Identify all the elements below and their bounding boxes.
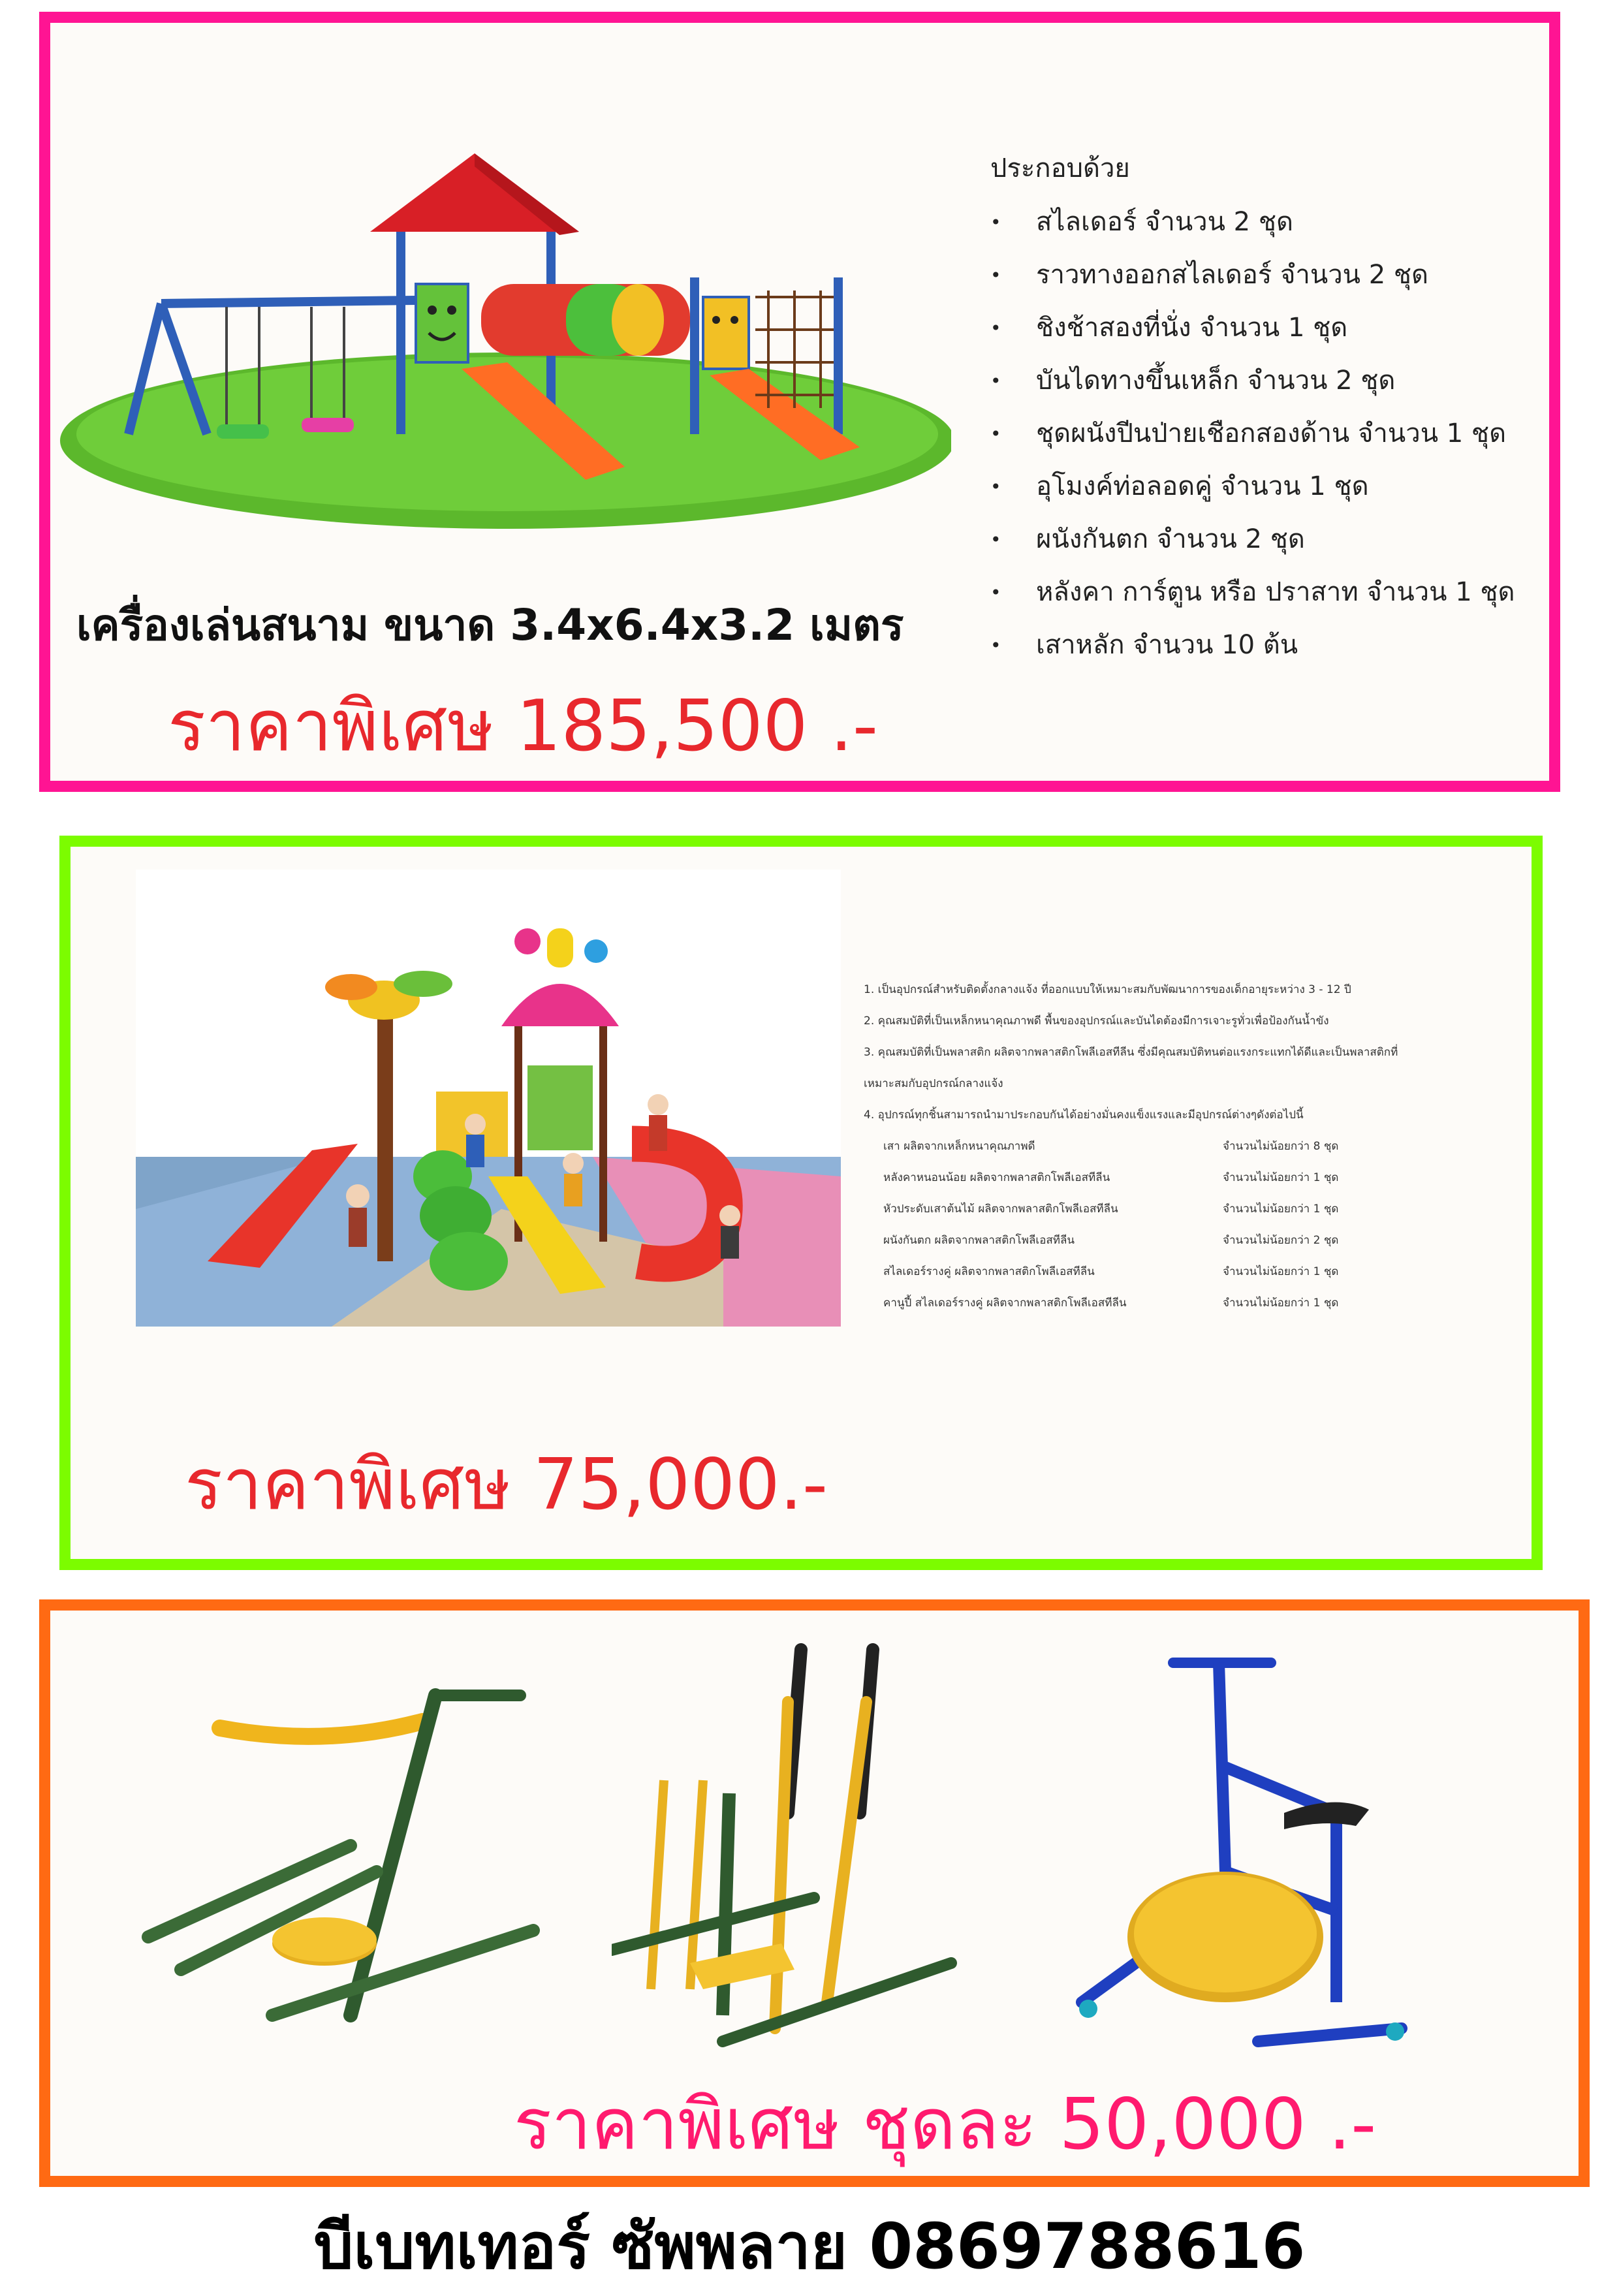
list-item: • ราวทางออกสไลเดอร์ จำนวน 2 ชุด <box>990 249 1515 302</box>
playground-set-panel <box>39 12 1560 792</box>
playground-set-image <box>50 127 951 545</box>
air-walker-image <box>612 1624 977 2048</box>
exercise-bike-image <box>1062 1637 1480 2068</box>
component-row <box>864 1287 1517 1319</box>
specifications <box>864 974 1517 1319</box>
component-qty: จำนวนไม่น้อยกว่า 1 ชุด <box>1223 1171 1339 1184</box>
special-price: ราคาพิเศษ 75,000.- <box>185 1444 828 1526</box>
list-item: • ชิงช้าสองที่นั่ง จำนวน 1 ชุด <box>990 302 1515 354</box>
exercise-equipment-panel <box>39 1599 1590 2187</box>
components-heading: ประกอบด้วย <box>990 153 1130 183</box>
component-row <box>864 1162 1517 1193</box>
component-name: เสา ผลิตจากเหล็กหนาคุณภาพดี <box>883 1140 1035 1153</box>
spec-line: 3. คุณสมบัติที่เป็นพลาสติก ผลิตจากพลาสติกโพลีเอสทีลีน ซึ่งมีคุณสมบัติทนต่อแรงกระแทกได้ดีและเป็นพลาสติกที่ <box>864 1046 1398 1059</box>
list-item: • สไลเดอร์ จำนวน 2 ชุด <box>990 196 1515 249</box>
component-qty: จำนวนไม่น้อยกว่า 2 ชุด <box>1223 1234 1339 1247</box>
twister-machine-image <box>129 1650 559 2041</box>
components-list <box>990 196 1515 672</box>
spec-line: 2. คุณสมบัติที่เป็นเหล็กหนาคุณภาพดี พื้นของอุปกรณ์และบันไดต้องมีการเจาะรูทั่วเพื่อป้องกันน้ำขัง <box>864 1014 1329 1028</box>
list-item: • บันไดทางขึ้นเหล็ก จำนวน 2 ชุด <box>990 354 1515 407</box>
component-name: สไลเดอร์รางคู่ ผลิตจากพลาสติกโพลีเอสทีลีน <box>883 1265 1095 1278</box>
spec-line: 4. อุปกรณ์ทุกชิ้นสามารถนำมาประกอบกันได้อย่างมั่นคงแข็งแรงและมีอุปกรณ์ต่างๆดังต่อไปนี้ <box>864 1109 1304 1122</box>
component-name: ผนังกันตก ผลิตจากพลาสติกโพลีเอสทีลีน <box>883 1234 1075 1247</box>
kids-playground-panel <box>59 836 1543 1570</box>
component-row <box>864 1225 1517 1256</box>
spec-line: 1. เป็นอุปกรณ์สำหรับติดตั้งกลางแจ้ง ที่ออกแบบให้เหมาะสมกับพัฒนาการของเด็กอายุระหว่าง 3 - 12 ปี <box>864 983 1351 996</box>
kids-playground-image <box>136 870 841 1327</box>
spec-line: เหมาะสมกับอุปกรณ์กลางแจ้ง <box>864 1077 1003 1090</box>
product-title: เครื่องเล่นสนาม ขนาด 3.4x6.4x3.2 เมตร <box>76 600 904 650</box>
component-qty: จำนวนไม่น้อยกว่า 1 ชุด <box>1223 1203 1339 1216</box>
component-name: หลังคาหนอนน้อย ผลิตจากพลาสติกโพลีเอสทีลีน <box>883 1171 1110 1184</box>
list-item: • หลังคา การ์ตูน หรือ ปราสาท จำนวน 1 ชุด <box>990 566 1515 619</box>
company-contact: บีเบทเทอร์ ซัพพลาย 0869788616 <box>313 2210 1306 2283</box>
component-qty: จำนวนไม่น้อยกว่า 1 ชุด <box>1223 1297 1339 1310</box>
special-price: ราคาพิเศษ 185,500 .- <box>168 685 878 767</box>
list-item: • ผนังกันตก จำนวน 2 ชุด <box>990 513 1515 566</box>
component-row <box>864 1193 1517 1225</box>
component-row <box>864 1131 1517 1162</box>
component-qty: จำนวนไม่น้อยกว่า 1 ชุด <box>1223 1265 1339 1278</box>
list-item: • เสาหลัก จำนวน 10 ต้น <box>990 619 1515 672</box>
component-row <box>864 1256 1517 1287</box>
component-name: คานูปี้ สไลเดอร์รางคู่ ผลิตจากพลาสติกโพลีเอสทีลีน <box>883 1297 1127 1310</box>
special-price: ราคาพิเศษ ชุดละ 50,000 .- <box>514 2084 1377 2165</box>
list-item: • ชุดผนังปีนป่ายเชือกสองด้าน จำนวน 1 ชุด <box>990 407 1515 460</box>
list-item: • อุโมงค์ท่อลอดคู่ จำนวน 1 ชุด <box>990 460 1515 513</box>
component-name: หัวประดับเสาต้นไม้ ผลิตจากพลาสติกโพลีเอสทีลีน <box>883 1203 1118 1216</box>
component-qty: จำนวนไม่น้อยกว่า 8 ชุด <box>1223 1140 1339 1153</box>
